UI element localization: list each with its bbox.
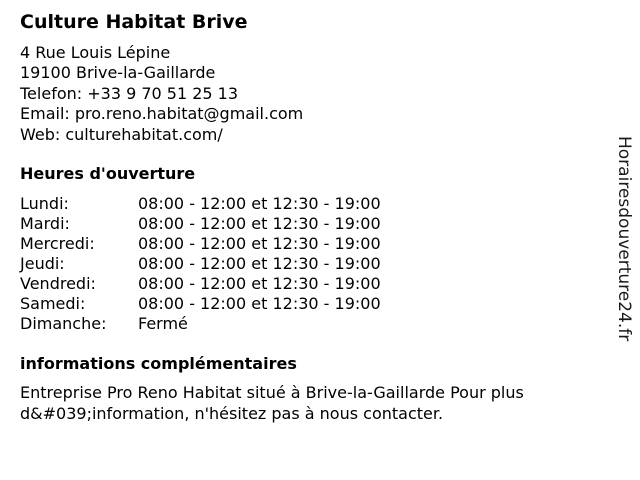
- address-street: 4 Rue Louis Lépine: [20, 43, 171, 62]
- watermark-brand: Horairesdouverture24.fr: [614, 136, 634, 342]
- contact-block: [20, 43, 303, 145]
- address-city: 19100 Brive-la-Gaillarde: [20, 63, 216, 83]
- hours-time: 08:00 - 12:00 et 12:30 - 19:00: [138, 214, 381, 233]
- hours-heading: Heures d'ouverture: [20, 164, 196, 183]
- hours-time: 08:00 - 12:00 et 12:30 - 19:00: [138, 274, 381, 293]
- hours-time: 08:00 - 12:00 et 12:30 - 19:00: [138, 254, 381, 273]
- hours-day: Vendredi:: [20, 274, 96, 293]
- hours-time: 08:00 - 12:00 et 12:30 - 19:00: [138, 234, 381, 253]
- info-description: Entreprise Pro Reno Habitat situé à Brive-la-Gaillarde Pour plus d&#039;information, n'hésitez pas à nous contacter.: [20, 383, 524, 423]
- info-heading: informations complémentaires: [20, 354, 297, 373]
- hours-time: Fermé: [138, 314, 188, 333]
- hours-day: Samedi:: [20, 294, 86, 313]
- hours-time: 08:00 - 12:00 et 12:30 - 19:00: [138, 294, 381, 313]
- hours-day: Jeudi:: [20, 254, 65, 273]
- business-name: Culture Habitat Brive: [20, 11, 248, 33]
- email-line: Email: pro.reno.habitat@gmail.com: [20, 104, 304, 124]
- website-line: Web: culturehabitat.com/: [20, 124, 223, 144]
- phone-line: Telefon: +33 9 70 51 25 13: [20, 83, 239, 103]
- hours-day: Lundi:: [20, 194, 69, 213]
- hours-day: Mercredi:: [20, 234, 95, 253]
- hours-day: Dimanche:: [20, 314, 107, 333]
- hours-time: 08:00 - 12:00 et 12:30 - 19:00: [138, 194, 381, 213]
- hours-day: Mardi:: [20, 214, 70, 233]
